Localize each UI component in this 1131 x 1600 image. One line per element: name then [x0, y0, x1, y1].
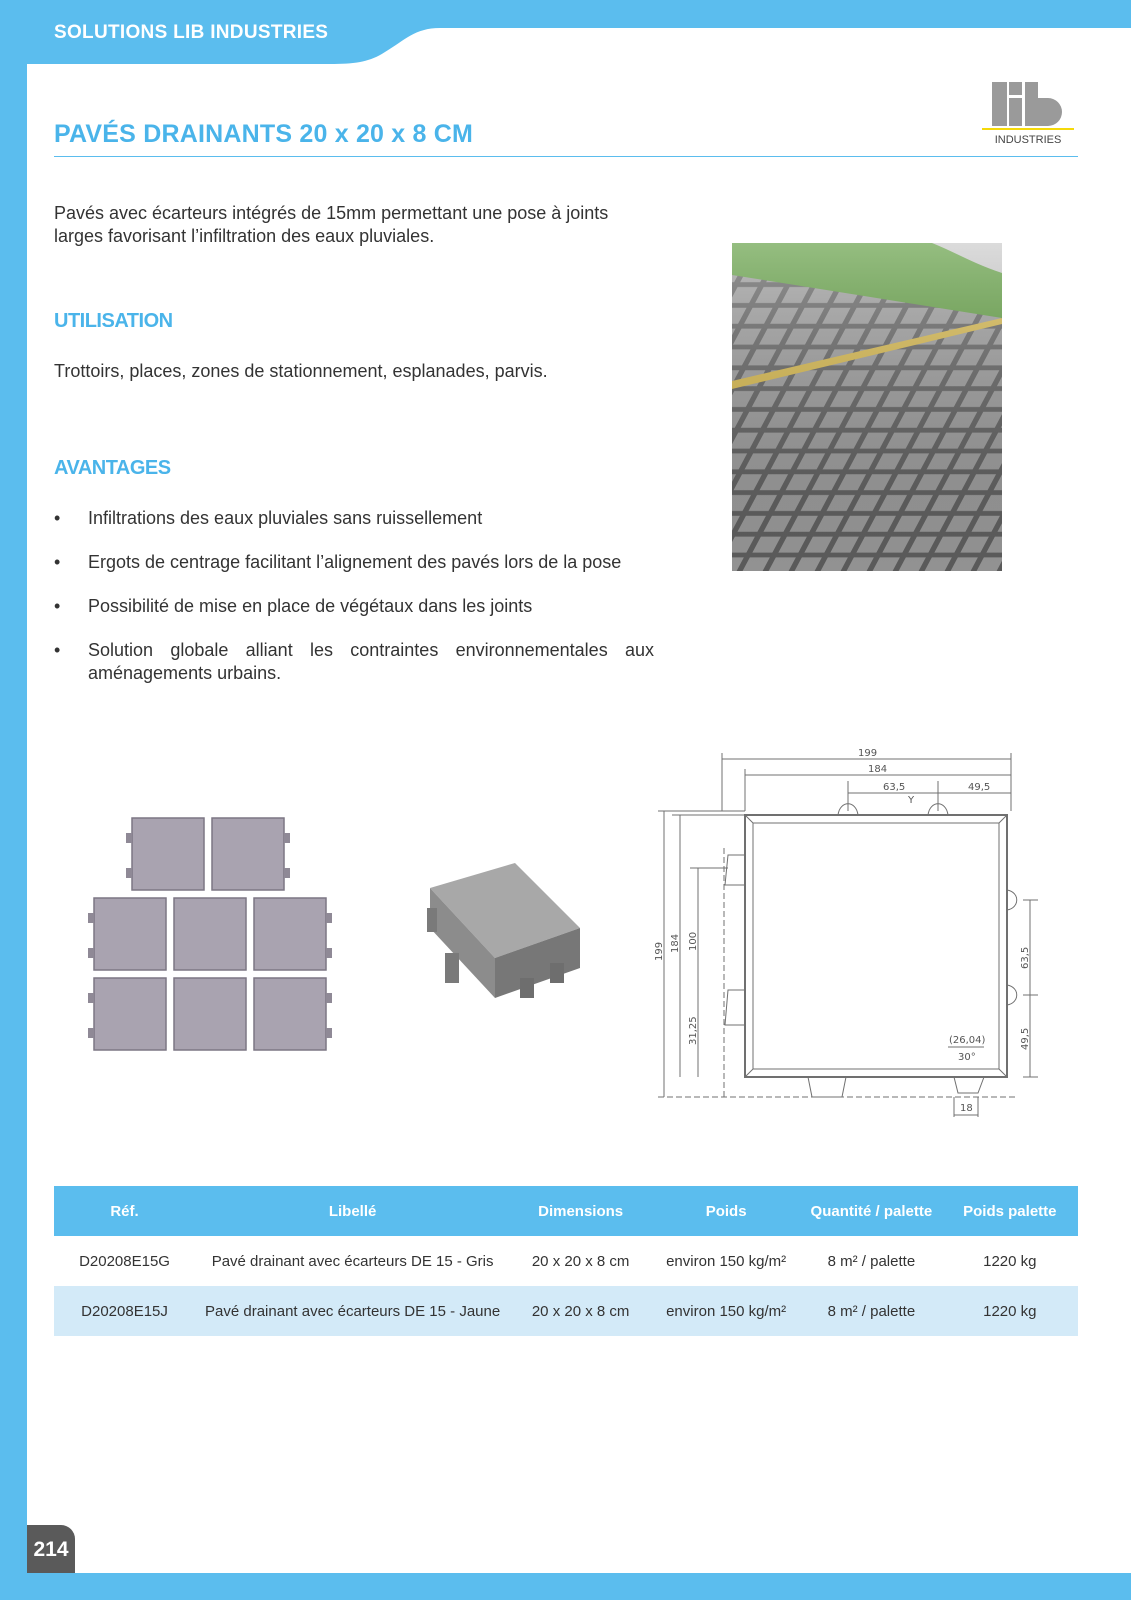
single-paver-image — [425, 858, 590, 1008]
dim-26-04: (26,04) — [949, 1035, 986, 1046]
dim-63-5-right: 63,5 — [1020, 946, 1031, 969]
dim-49-5-top: 49,5 — [968, 782, 991, 793]
table-header-row — [54, 1186, 1078, 1236]
dim-18: 18 — [960, 1103, 973, 1114]
bullet-icon: • — [54, 552, 61, 572]
cell-ref: D20208E15J — [54, 1286, 195, 1336]
dim-100-left: 100 — [688, 931, 699, 951]
product-table — [54, 1186, 1078, 1336]
col-poids-palette: Poids palette — [942, 1186, 1078, 1236]
avantages-heading: AVANTAGES — [54, 457, 171, 479]
cell-libelle: Pavé drainant avec écarteurs DE 15 - Jaune — [195, 1286, 510, 1336]
pavers-layout-image — [84, 813, 334, 1053]
dim-31-25-left: 31,25 — [688, 1016, 699, 1045]
intro-text: Pavés avec écarteurs intégrés de 15mm permettant une pose à joints larges favorisant l’infiltration des eaux pluviales. — [54, 203, 609, 246]
list-item: • Ergots de centrage facilitant l’alignement des pavés lors de la pose — [54, 552, 622, 572]
cell-dimensions: 20 x 20 x 8 cm — [531, 1252, 630, 1270]
col-libelle: Libellé — [195, 1186, 510, 1236]
dim-angle-30: 30° — [958, 1052, 976, 1063]
cell-poids: environ 150 kg/m² — [666, 1252, 787, 1270]
dim-63-5-top: 63,5 — [883, 782, 906, 793]
list-item: • Infiltrations des eaux pluviales sans ruissellement — [54, 508, 483, 528]
col-quantite: Quantité / palette — [801, 1186, 941, 1236]
cell-dimensions: 20 x 20 x 8 cm — [510, 1286, 651, 1336]
dim-184-left: 184 — [670, 933, 681, 953]
technical-drawing — [654, 745, 1058, 1120]
bullet-icon: • — [54, 508, 61, 528]
utilisation-text: Trottoirs, places, zones de stationnement, esplanades, parvis. — [54, 361, 548, 381]
avantages-list — [54, 507, 654, 706]
paving-photo — [732, 243, 1002, 571]
cell-ref: D20208E15G — [79, 1252, 170, 1270]
cell-poids: environ 150 kg/m² — [651, 1286, 801, 1336]
cell-libelle: Pavé drainant avec écarteurs DE 15 - Gris — [211, 1252, 494, 1270]
cell-quantite: 8 m² / palette — [827, 1252, 916, 1270]
dim-49-5-right: 49,5 — [1020, 1027, 1031, 1050]
list-item: • Possibilité de mise en place de végétaux dans les joints — [54, 596, 533, 616]
dim-y-label: Y — [908, 795, 915, 806]
col-poids: Poids — [651, 1186, 801, 1236]
dim-184-top: 184 — [868, 764, 888, 775]
bullet-icon: • — [54, 640, 61, 660]
bullet-icon: • — [54, 596, 61, 616]
col-dimensions: Dimensions — [510, 1186, 651, 1236]
section-title: SOLUTIONS LIB INDUSTRIES — [54, 22, 329, 43]
page-title: PAVÉS DRAINANTS 20 x 20 x 8 CM — [54, 120, 474, 148]
title-rule — [54, 156, 1078, 157]
list-item: • Solution globale alliant les contraintes environnementales aux aménagements urbains. — [54, 640, 654, 683]
logo-subtitle: INDUSTRIES — [994, 134, 1062, 146]
page-number: 214 — [27, 1525, 75, 1573]
cell-quantite: 8 m² / palette — [801, 1286, 941, 1336]
table-row — [54, 1286, 1078, 1336]
cell-poids-palette: 1220 kg — [942, 1286, 1078, 1336]
utilisation-heading: UTILISATION — [54, 310, 173, 332]
table-row — [54, 1236, 1078, 1286]
dim-199-top: 199 — [858, 748, 878, 759]
col-ref: Réf. — [54, 1186, 195, 1236]
dim-199-left: 199 — [654, 941, 665, 961]
cell-poids-palette: 1220 kg — [983, 1252, 1037, 1270]
